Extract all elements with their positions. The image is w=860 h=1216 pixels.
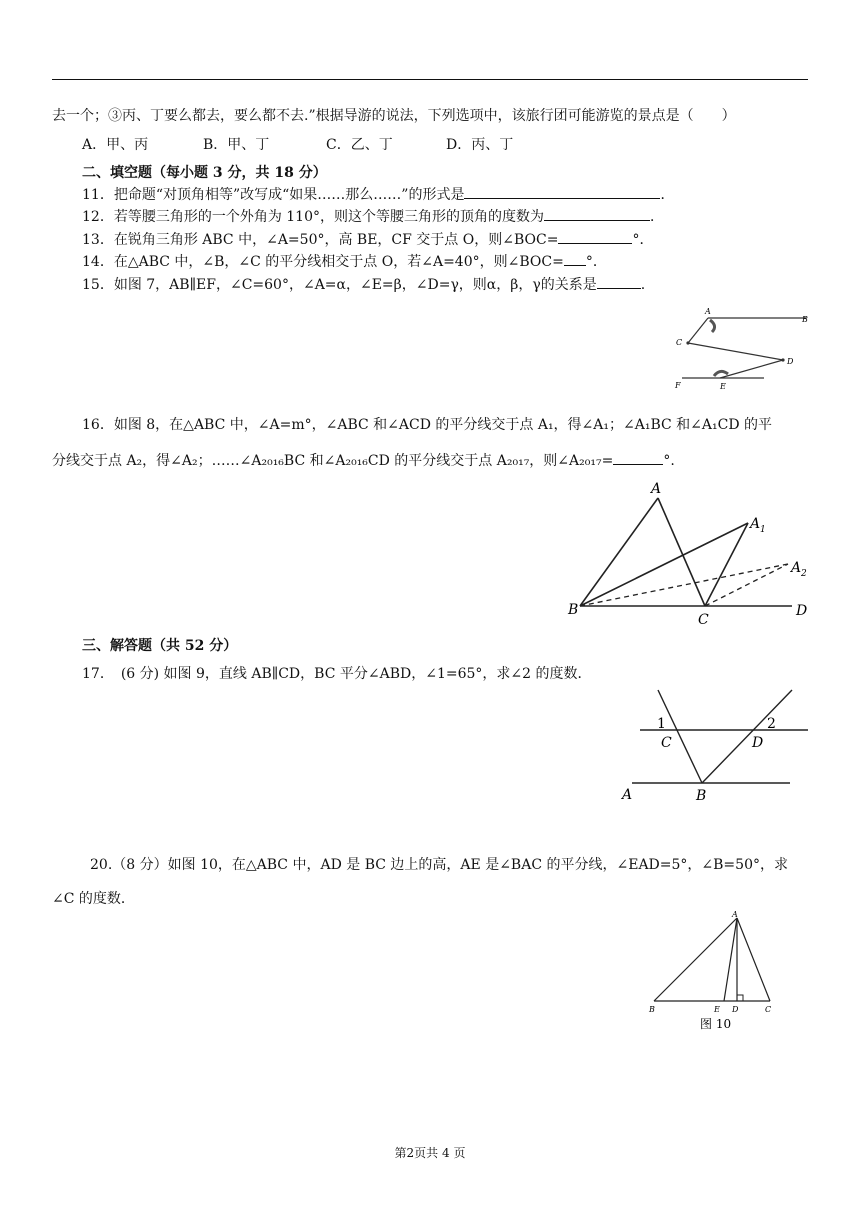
question-20-line1: 20.（8 分）如图 10，在△ABC 中，AD 是 BC 边上的高，AE 是∠BAC 的平分线，∠EAD=5°，∠B=50°，求 (90, 857, 788, 873)
fig10-label-a: A (732, 910, 738, 919)
question-20-line2: ∠C 的度数． (52, 891, 135, 907)
q11-answer-blank[interactable] (464, 184, 660, 199)
fig7-label-d: D (787, 357, 794, 366)
figure-10 (644, 908, 784, 1034)
fig10-label-c: C (765, 1005, 772, 1014)
q15-end: . (640, 277, 646, 293)
fig9-label-1: 1 (657, 716, 666, 732)
fig8-label-a1-sub: 1 (760, 525, 766, 535)
fig7-label-c: C (676, 338, 683, 347)
page-footer: 第2页共 4 页 (394, 1146, 466, 1160)
q15-text: 15．如图 7，AB∥EF，∠C=60°，∠A=α，∠E=β，∠D=γ，则α，β，γ的关系是 (82, 277, 597, 293)
question-11 (82, 184, 674, 204)
q14-text: 14．在△ABC 中，∠B，∠C 的平分线相交于点 O，若∠A=40°，则∠BOC= (82, 254, 564, 270)
fig8-label-b: B (568, 602, 579, 618)
fig9-label-2: 2 (767, 716, 776, 732)
section2-title: 二、填空题（每小题 3 分，共 18 分） (82, 165, 327, 181)
q15-answer-blank[interactable] (597, 274, 641, 289)
question-12 (82, 206, 664, 226)
fig9-label-c: C (661, 735, 672, 751)
fig7-label-a: A (705, 307, 711, 316)
section3-title: 三、解答题（共 52 分） (82, 638, 238, 654)
q10-option-b: B．甲、丁 (203, 137, 270, 153)
fig10-caption: 图 10 (700, 1017, 732, 1031)
q12-answer-blank[interactable] (544, 206, 650, 221)
fig10-label-e: E (714, 1005, 720, 1014)
q16-answer-blank[interactable] (613, 450, 663, 465)
fig7-label-f: F (675, 381, 681, 390)
q10-option-c: C．乙、丁 (326, 137, 393, 153)
q16-text: 分线交于点 A₂，得∠A₂；……∠A₂₀₁₆BC 和∠A₂₀₁₆CD 的平分线交于点 A₂₀₁₇，则∠A₂₀₁₇= (52, 453, 614, 469)
fig8-label-a1: A (750, 516, 761, 532)
fig9-label-b: B (696, 788, 707, 804)
q14-answer-blank[interactable] (564, 251, 586, 266)
question-16-line1: 16．如图 8，在△ABC 中，∠A=m°，∠ABC 和∠ACD 的平分线交于点 A₁，得∠A₁；∠A₁BC 和∠A₁CD 的平 (82, 417, 773, 433)
question-16-line2 (52, 450, 675, 470)
question-13 (82, 229, 653, 249)
question-17: 17． (6 分) 如图 9，直线 AB∥CD，BC 平分∠ABD，∠1=65°，求∠2 的度数． (82, 666, 592, 682)
figure-7 (668, 302, 818, 396)
figure-9 (612, 686, 812, 806)
fig10-label-d: D (732, 1005, 739, 1014)
q12-text: 12．若等腰三角形的一个外角为 110°，则这个等腰三角形的顶角的度数为 (82, 209, 544, 225)
fig8-label-c: C (698, 612, 709, 628)
fig8-label-a2-sub: 2 (801, 569, 807, 579)
q11-text: 11．把命题“对顶角相等”改写成“如果……那么……”的形式是 (82, 187, 465, 203)
q16-end: °. (663, 453, 675, 469)
fig8-label-a2: A (791, 560, 802, 576)
q14-end: °． (585, 254, 607, 270)
q12-end: ． (650, 209, 664, 225)
fig7-label-e: E (720, 382, 726, 391)
q10-option-d: D．丙、丁 (446, 137, 514, 153)
fig7-label-b: B (802, 315, 808, 324)
q13-answer-blank[interactable] (558, 229, 632, 244)
q11-end: ． (660, 187, 675, 203)
question-15 (82, 274, 645, 294)
fig9-label-d: D (752, 735, 764, 751)
q13-text: 13．在锐角三角形 ABC 中，∠A=50°，高 BE，CF 交于点 O，则∠BOC= (82, 232, 559, 248)
figure-8 (560, 476, 822, 628)
q10-option-a: A．甲、丙 (82, 137, 149, 153)
q10-continued: 去一个；③丙、丁要么都去，要么都不去.”根据导游的说法，下列选项中，该旅行团可能游览的景点是（ ） (52, 108, 736, 124)
fig8-label-a: A (651, 481, 662, 497)
fig9-label-a: A (622, 787, 633, 803)
fig10-label-b: B (649, 1005, 655, 1014)
header-rule (52, 79, 808, 80)
q13-end: °． (632, 232, 654, 248)
fig8-label-d: D (796, 603, 808, 619)
question-14 (82, 251, 607, 271)
